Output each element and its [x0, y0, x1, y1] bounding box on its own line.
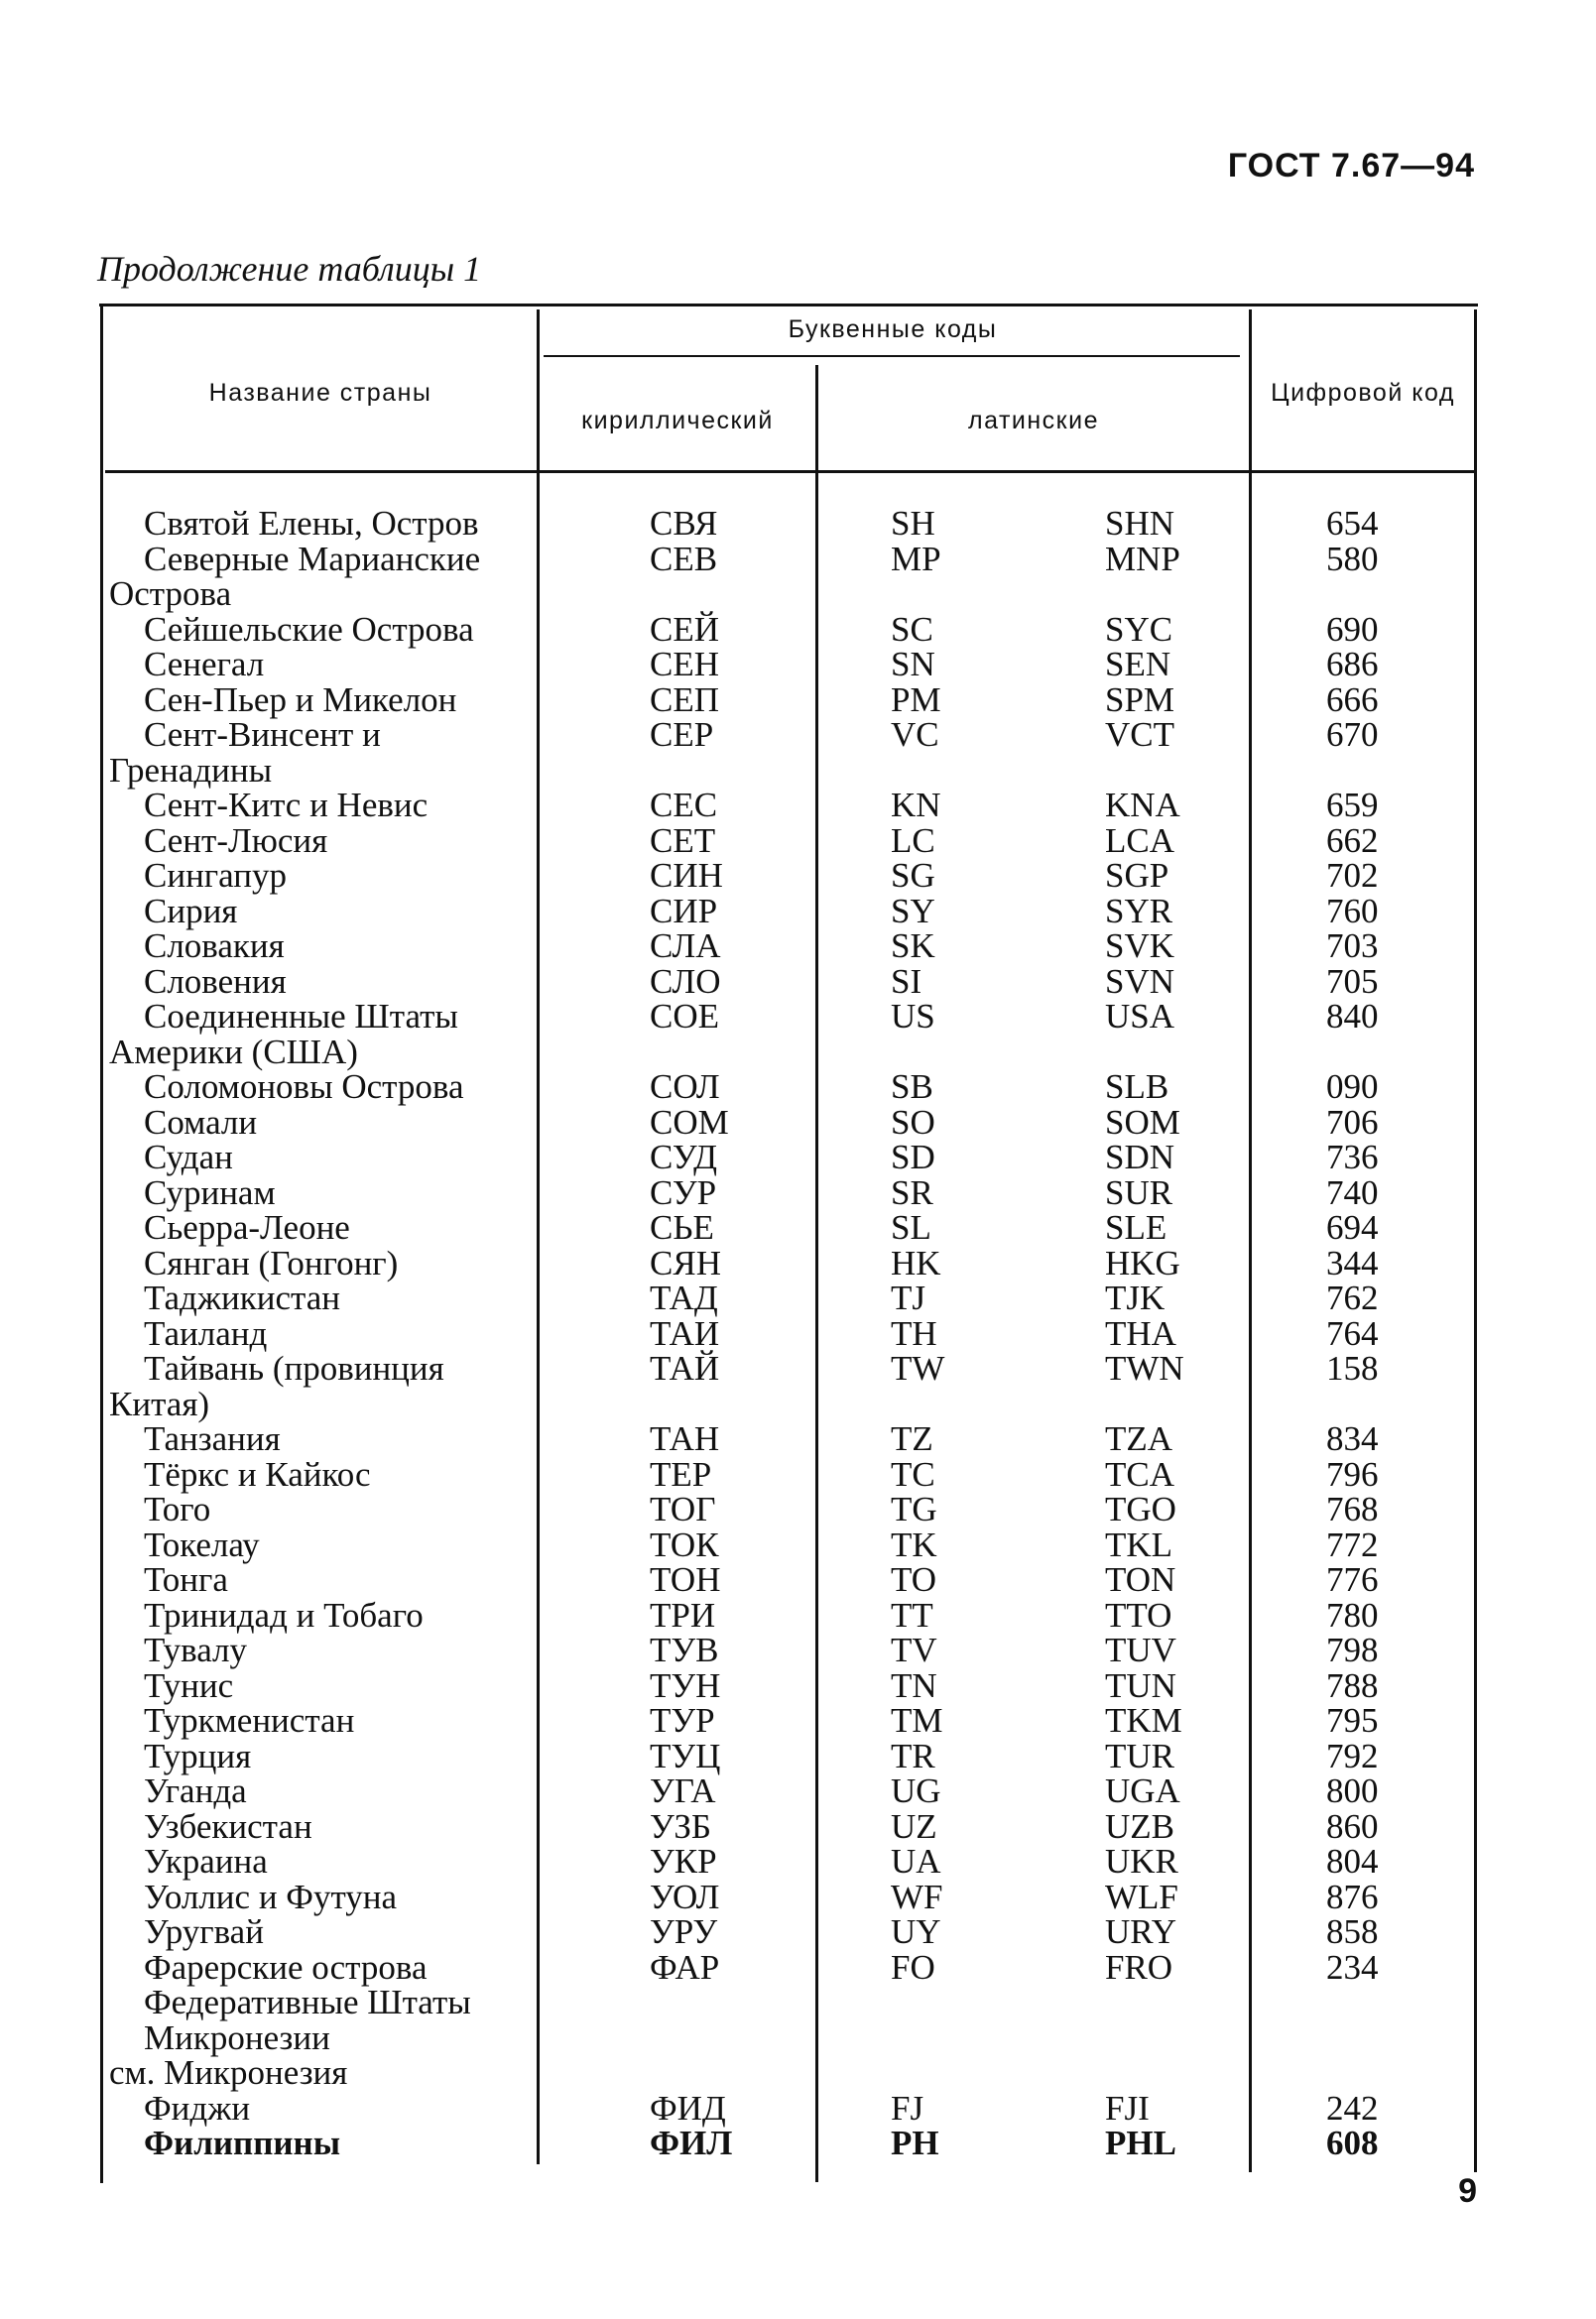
header-letter-codes: Буквенные коды — [788, 315, 998, 343]
table-row — [0, 1102, 1596, 1142]
country-name-cell: Суринам — [144, 1172, 276, 1212]
numeric-code-cell: 706 — [1326, 1102, 1379, 1142]
latin-alpha2-cell: FJ — [891, 2088, 924, 2128]
country-name-cell: Гренадины — [109, 750, 273, 790]
latin-alpha2-cell: PM — [891, 679, 941, 719]
numeric-code-cell: 702 — [1326, 856, 1379, 895]
country-name-cell: Сомали — [144, 1102, 258, 1142]
numeric-code-cell: 840 — [1326, 997, 1379, 1036]
numeric-code-cell: 762 — [1326, 1279, 1379, 1317]
cyrillic-code-cell: СЕТ — [650, 820, 716, 860]
table-row — [0, 2126, 1596, 2161]
letter-codes-rule — [544, 355, 1240, 357]
cyrillic-code-cell: СЛА — [650, 926, 721, 965]
cyrillic-code-cell: СЕЙ — [650, 609, 719, 649]
table-row — [0, 2017, 1596, 2057]
latin-alpha3-cell: VCT — [1105, 715, 1174, 754]
country-name-cell: Америки (США) — [109, 1032, 358, 1071]
latin-alpha2-cell: FO — [891, 1947, 935, 1987]
numeric-code-cell: 694 — [1326, 1208, 1379, 1247]
latin-alpha3-cell: TTO — [1105, 1595, 1172, 1635]
latin-alpha2-cell: TR — [891, 1736, 935, 1775]
latin-alpha2-cell: UY — [891, 1912, 941, 1951]
table-row — [0, 2055, 1596, 2091]
country-name-cell: Тунис — [144, 1665, 234, 1705]
country-name-cell: Таджикистан — [144, 1279, 341, 1317]
standard-designation: ГОСТ 7.67—94 — [1227, 147, 1475, 184]
latin-alpha3-cell: TKL — [1105, 1525, 1173, 1564]
numeric-code-cell: 344 — [1326, 1243, 1379, 1282]
latin-alpha2-cell: VC — [891, 715, 939, 754]
country-name-cell: Соломоновы Острова — [144, 1067, 464, 1106]
table-row — [0, 1069, 1596, 1105]
numeric-code-cell: 608 — [1326, 2124, 1379, 2162]
table-row — [0, 1384, 1596, 1423]
cyrillic-code-cell: СИН — [650, 856, 723, 895]
cyrillic-code-cell: СЕП — [650, 679, 719, 719]
country-name-cell: Турция — [144, 1736, 252, 1775]
table-row — [0, 576, 1596, 612]
country-name-cell: Токелау — [144, 1525, 260, 1564]
table-row — [0, 1985, 1596, 2020]
latin-alpha3-cell: PHL — [1105, 2124, 1176, 2162]
table-row — [0, 891, 1596, 930]
latin-alpha2-cell: SH — [891, 504, 935, 543]
table-row — [0, 1806, 1596, 1846]
numeric-code-cell: 670 — [1326, 715, 1379, 754]
latin-alpha3-cell: HKG — [1105, 1243, 1180, 1282]
country-name-cell: Тринидад и Тобаго — [144, 1595, 424, 1635]
country-name-cell: Тонга — [144, 1560, 228, 1599]
numeric-code-cell: 659 — [1326, 786, 1379, 824]
latin-alpha2-cell: UA — [891, 1842, 941, 1881]
cyrillic-code-cell: ТУР — [650, 1701, 715, 1740]
cyrillic-code-cell: ФАР — [650, 1947, 720, 1987]
cyrillic-code-cell: ТАН — [650, 1419, 720, 1458]
latin-alpha3-cell: FJI — [1105, 2088, 1150, 2128]
table-row — [0, 1313, 1596, 1353]
latin-alpha3-cell: SYR — [1105, 891, 1173, 930]
country-name-cell: Сирия — [144, 891, 238, 930]
table-row — [0, 539, 1596, 578]
table-row — [0, 1351, 1596, 1387]
table-row — [0, 1210, 1596, 1246]
numeric-code-cell: 666 — [1326, 679, 1379, 719]
latin-alpha2-cell: UZ — [891, 1806, 937, 1846]
latin-alpha3-cell: FRO — [1105, 1947, 1173, 1987]
latin-alpha3-cell: UKR — [1105, 1842, 1178, 1881]
country-name-cell: Туркменистан — [144, 1701, 355, 1740]
latin-alpha3-cell: SVK — [1105, 926, 1175, 965]
country-name-cell: Тайвань (провинция — [144, 1349, 444, 1388]
table-row — [0, 1281, 1596, 1316]
cyrillic-code-cell: ТОГ — [650, 1490, 716, 1528]
table-row — [0, 820, 1596, 860]
cyrillic-code-cell: ТОК — [650, 1525, 719, 1564]
cyrillic-code-cell: СЕР — [650, 715, 714, 754]
table-row — [0, 999, 1596, 1035]
latin-alpha3-cell: SVN — [1105, 961, 1175, 1001]
numeric-code-cell: 740 — [1326, 1172, 1379, 1212]
header-bottom-rule — [105, 470, 1474, 473]
cyrillic-code-cell: СЕН — [650, 645, 719, 683]
numeric-code-cell: 662 — [1326, 820, 1379, 860]
header-country-name: Название страны — [208, 379, 432, 407]
latin-alpha3-cell: SGP — [1105, 856, 1169, 895]
latin-alpha3-cell: SOM — [1105, 1102, 1180, 1142]
country-name-cell: Сянган (Гонгонг) — [144, 1243, 399, 1282]
latin-alpha3-cell: KNA — [1105, 786, 1180, 824]
cyrillic-code-cell: УРУ — [650, 1912, 718, 1951]
country-name-cell: Фарерские острова — [144, 1947, 428, 1987]
table-row — [0, 1703, 1596, 1739]
cyrillic-code-cell: ТУВ — [650, 1631, 719, 1669]
latin-alpha2-cell: SD — [891, 1138, 935, 1176]
latin-alpha2-cell: UG — [891, 1771, 941, 1810]
cyrillic-code-cell: ТЕР — [650, 1454, 712, 1494]
country-name-cell: Таиланд — [144, 1313, 268, 1353]
country-name-cell: Уганда — [144, 1771, 247, 1810]
country-name-cell: Уругвай — [144, 1912, 264, 1951]
table-row — [0, 1527, 1596, 1563]
cyrillic-code-cell: СЯН — [650, 1243, 721, 1282]
table-row — [0, 1492, 1596, 1527]
country-name-cell: Святой Елены, Остров — [144, 504, 479, 543]
latin-alpha2-cell: SI — [891, 961, 922, 1001]
table-row — [0, 1633, 1596, 1668]
latin-alpha3-cell: SDN — [1105, 1138, 1175, 1176]
latin-alpha2-cell: TZ — [891, 1419, 933, 1458]
cyrillic-code-cell: СЕВ — [650, 539, 718, 578]
latin-alpha2-cell: US — [891, 997, 935, 1036]
table-row — [0, 717, 1596, 753]
latin-alpha2-cell: SC — [891, 609, 933, 649]
cyrillic-code-cell: СЛО — [650, 961, 721, 1001]
latin-alpha2-cell: HK — [891, 1243, 941, 1282]
cyrillic-code-cell: ТУЦ — [650, 1736, 721, 1775]
country-name-cell: Тувалу — [144, 1631, 248, 1669]
latin-alpha3-cell: SYC — [1105, 609, 1173, 649]
latin-alpha2-cell: SK — [891, 926, 935, 965]
latin-alpha2-cell: TT — [891, 1595, 933, 1635]
table-row — [0, 1454, 1596, 1494]
latin-alpha2-cell: TG — [891, 1490, 937, 1528]
table-row — [0, 1736, 1596, 1775]
country-name-cell: Украина — [144, 1842, 268, 1881]
country-name-cell: Словения — [144, 961, 287, 1001]
header-numeric-code: Цифровой код — [1271, 379, 1455, 407]
numeric-code-cell: 242 — [1326, 2088, 1379, 2128]
numeric-code-cell: 580 — [1326, 539, 1379, 578]
table-row — [0, 609, 1596, 649]
latin-alpha3-cell: URY — [1105, 1912, 1176, 1951]
country-name-cell: Сингапур — [144, 856, 287, 895]
country-name-cell: Соединенные Штаты — [144, 997, 458, 1036]
cyrillic-code-cell: ФИЛ — [650, 2124, 733, 2162]
table-row — [0, 647, 1596, 682]
latin-alpha3-cell: SUR — [1105, 1172, 1173, 1212]
latin-alpha2-cell: TK — [891, 1525, 937, 1564]
country-name-cell: Северные Марианские — [144, 539, 481, 578]
country-name-cell: Танзания — [144, 1419, 281, 1458]
latin-alpha2-cell: TW — [891, 1349, 945, 1388]
table-body — [0, 506, 1596, 2161]
latin-alpha3-cell: THA — [1105, 1313, 1176, 1353]
country-name-cell: Узбекистан — [144, 1806, 312, 1846]
latin-alpha2-cell: SR — [891, 1172, 933, 1212]
country-name-cell: Словакия — [144, 926, 285, 965]
latin-alpha2-cell: MP — [891, 539, 941, 578]
latin-alpha3-cell: SPM — [1105, 679, 1175, 719]
country-name-cell: Тёркс и Кайкос — [144, 1454, 371, 1494]
numeric-code-cell: 690 — [1326, 609, 1379, 649]
cyrillic-code-cell: СУР — [650, 1172, 717, 1212]
numeric-code-cell: 736 — [1326, 1138, 1379, 1176]
header-cyrillic: кириллический — [581, 407, 774, 434]
latin-alpha3-cell: TKM — [1105, 1701, 1182, 1740]
table-row — [0, 1947, 1596, 1987]
latin-alpha3-cell: USA — [1105, 997, 1175, 1036]
numeric-code-cell: 703 — [1326, 926, 1379, 965]
latin-alpha3-cell: SHN — [1105, 504, 1175, 543]
numeric-code-cell: 788 — [1326, 1665, 1379, 1705]
table-caption: Продолжение таблицы 1 — [97, 249, 482, 289]
latin-alpha2-cell: PH — [891, 2124, 939, 2162]
table-row — [0, 1844, 1596, 1880]
table-row — [0, 1562, 1596, 1598]
latin-alpha2-cell: TO — [891, 1560, 937, 1599]
cyrillic-code-cell: ТАЙ — [650, 1349, 720, 1388]
country-name-cell: Микронезии — [144, 2017, 330, 2057]
numeric-code-cell: 705 — [1326, 961, 1379, 1001]
cyrillic-code-cell: ТРИ — [650, 1595, 716, 1635]
table-row — [0, 858, 1596, 894]
table-row — [0, 1140, 1596, 1175]
latin-alpha3-cell: SLE — [1105, 1208, 1167, 1247]
latin-alpha2-cell: SY — [891, 891, 935, 930]
latin-alpha2-cell: TN — [891, 1665, 937, 1705]
cyrillic-code-cell: СОЕ — [650, 997, 719, 1036]
numeric-code-cell: 768 — [1326, 1490, 1379, 1528]
latin-alpha3-cell: LCA — [1105, 820, 1174, 860]
country-name-cell: Судан — [144, 1138, 233, 1176]
country-name-cell: Сент-Винсент и — [144, 715, 381, 754]
latin-alpha3-cell: TCA — [1105, 1454, 1174, 1494]
numeric-code-cell: 792 — [1326, 1736, 1379, 1775]
table-row — [0, 2088, 1596, 2128]
latin-alpha3-cell: TJK — [1105, 1279, 1166, 1317]
latin-alpha3-cell: TUR — [1105, 1736, 1174, 1775]
numeric-code-cell: 760 — [1326, 891, 1379, 930]
latin-alpha2-cell: KN — [891, 786, 941, 824]
cyrillic-code-cell: УГА — [650, 1771, 716, 1810]
numeric-code-cell: 804 — [1326, 1842, 1379, 1881]
header-latin: латинские — [968, 407, 1099, 434]
table-row — [0, 750, 1596, 790]
numeric-code-cell: 858 — [1326, 1912, 1379, 1951]
cyrillic-code-cell: СОЛ — [650, 1067, 720, 1106]
latin-alpha2-cell: TM — [891, 1701, 943, 1740]
cyrillic-code-cell: УЗБ — [650, 1806, 711, 1846]
numeric-code-cell: 090 — [1326, 1067, 1379, 1106]
latin-alpha2-cell: SN — [891, 645, 935, 683]
latin-alpha2-cell: SL — [891, 1208, 931, 1247]
country-name-cell: Федеративные Штаты — [144, 1983, 471, 2021]
latin-alpha2-cell: TC — [891, 1454, 935, 1494]
country-name-cell: Филиппины — [144, 2124, 341, 2162]
table-row — [0, 1032, 1596, 1071]
table-row — [0, 1773, 1596, 1809]
latin-alpha3-cell: UGA — [1105, 1771, 1180, 1810]
table-row — [0, 679, 1596, 719]
latin-alpha2-cell: TV — [891, 1631, 937, 1669]
latin-alpha3-cell: TZA — [1105, 1419, 1173, 1458]
numeric-code-cell: 796 — [1326, 1454, 1379, 1494]
numeric-code-cell: 798 — [1326, 1631, 1379, 1669]
cyrillic-code-cell: ТАИ — [650, 1313, 720, 1353]
latin-alpha2-cell: SG — [891, 856, 935, 895]
country-name-cell: Уоллис и Футуна — [144, 1877, 398, 1916]
country-name-cell: Сьерра-Леоне — [144, 1208, 350, 1247]
table-row — [0, 961, 1596, 1001]
table-row — [0, 1877, 1596, 1916]
numeric-code-cell: 860 — [1326, 1806, 1379, 1846]
country-name-cell: Того — [144, 1490, 211, 1528]
table-row — [0, 1172, 1596, 1212]
cyrillic-code-cell: СВЯ — [650, 504, 718, 543]
country-name-cell: Сен-Пьер и Микелон — [144, 679, 457, 719]
numeric-code-cell: 764 — [1326, 1313, 1379, 1353]
country-name-cell: Сент-Люсия — [144, 820, 328, 860]
table-row — [0, 788, 1596, 823]
cyrillic-code-cell: СЬЕ — [650, 1208, 714, 1247]
cyrillic-code-cell: УОЛ — [650, 1877, 720, 1916]
numeric-code-cell: 834 — [1326, 1419, 1379, 1458]
cyrillic-code-cell: УКР — [650, 1842, 717, 1881]
cyrillic-code-cell: СЕС — [650, 786, 718, 824]
country-name-cell: см. Микронезия — [109, 2053, 348, 2092]
latin-alpha3-cell: TGO — [1105, 1490, 1176, 1528]
table-row — [0, 506, 1596, 542]
cyrillic-code-cell: СУД — [650, 1138, 718, 1176]
latin-alpha2-cell: SB — [891, 1067, 933, 1106]
latin-alpha2-cell: LC — [891, 820, 935, 860]
numeric-code-cell: 772 — [1326, 1525, 1379, 1564]
numeric-code-cell: 654 — [1326, 504, 1379, 543]
latin-alpha3-cell: TUN — [1105, 1665, 1176, 1705]
latin-alpha2-cell: SO — [891, 1102, 935, 1142]
table-row — [0, 928, 1596, 964]
table-row — [0, 1665, 1596, 1705]
latin-alpha3-cell: TWN — [1105, 1349, 1184, 1388]
table-row — [0, 1243, 1596, 1282]
latin-alpha2-cell: TH — [891, 1313, 937, 1353]
latin-alpha2-cell: TJ — [891, 1279, 925, 1317]
cyrillic-code-cell: ФИД — [650, 2088, 726, 2128]
table-row — [0, 1595, 1596, 1635]
page-number: 9 — [1458, 2172, 1477, 2210]
numeric-code-cell: 686 — [1326, 645, 1379, 683]
latin-alpha3-cell: MNP — [1105, 539, 1180, 578]
latin-alpha3-cell: SLB — [1105, 1067, 1169, 1106]
numeric-code-cell: 234 — [1326, 1947, 1379, 1987]
numeric-code-cell: 780 — [1326, 1595, 1379, 1635]
country-name-cell: Острова — [109, 574, 232, 613]
latin-alpha3-cell: WLF — [1105, 1877, 1178, 1916]
cyrillic-code-cell: ТУН — [650, 1665, 721, 1705]
cyrillic-code-cell: ТАД — [650, 1279, 718, 1317]
numeric-code-cell: 776 — [1326, 1560, 1379, 1599]
numeric-code-cell: 876 — [1326, 1877, 1379, 1916]
numeric-code-cell: 158 — [1326, 1349, 1379, 1388]
country-name-cell: Сейшельские Острова — [144, 609, 474, 649]
numeric-code-cell: 800 — [1326, 1771, 1379, 1810]
country-name-cell: Китая) — [109, 1384, 210, 1423]
latin-alpha3-cell: TON — [1105, 1560, 1176, 1599]
latin-alpha3-cell: TUV — [1105, 1631, 1176, 1669]
table-row — [0, 1421, 1596, 1457]
table-row — [0, 1914, 1596, 1950]
country-name-cell: Сент-Китс и Невис — [144, 786, 429, 824]
cyrillic-code-cell: СИР — [650, 891, 718, 930]
country-name-cell: Сенегал — [144, 645, 265, 683]
cyrillic-code-cell: ТОН — [650, 1560, 721, 1599]
numeric-code-cell: 795 — [1326, 1701, 1379, 1740]
latin-alpha3-cell: SEN — [1105, 645, 1171, 683]
latin-alpha2-cell: WF — [891, 1877, 943, 1916]
cyrillic-code-cell: СОМ — [650, 1102, 729, 1142]
table-top-rule — [99, 304, 1478, 306]
country-name-cell: Фиджи — [144, 2088, 251, 2128]
latin-alpha3-cell: UZB — [1105, 1806, 1174, 1846]
